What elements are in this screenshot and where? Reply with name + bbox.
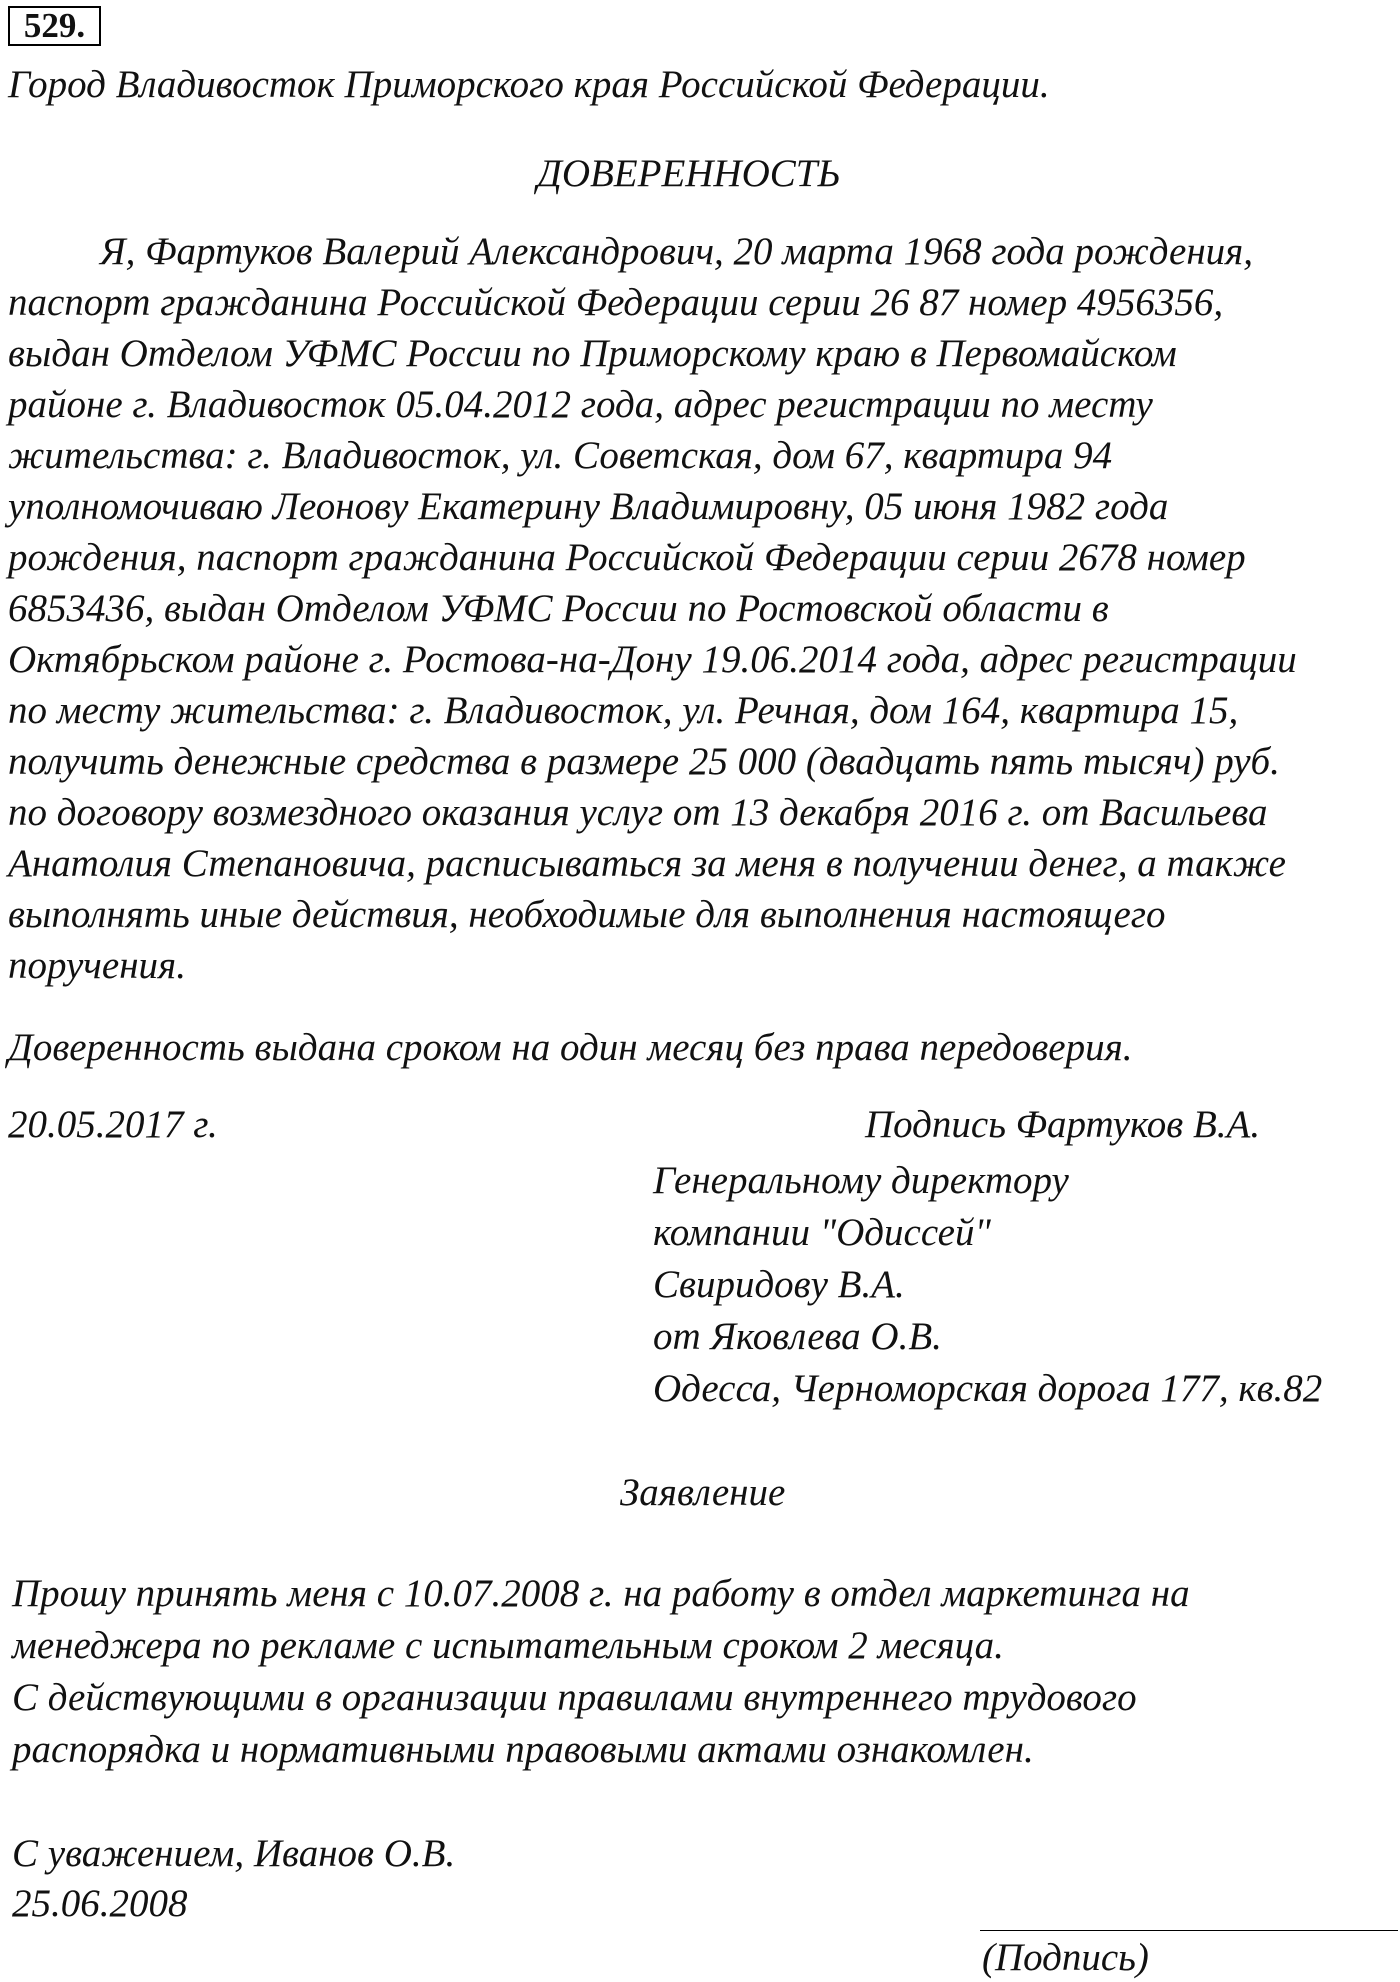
addressee-line: компании "Одиссей" xyxy=(653,1211,991,1254)
poa-body-line: Я, Фартуков Валерий Александрович, 20 марта 1968 года рождения, xyxy=(100,230,1254,273)
application-date: 25.06.2008 xyxy=(12,1882,188,1925)
poa-signature: Подпись Фартуков В.А. xyxy=(865,1103,1261,1146)
poa-body-line: 6853436, выдан Отделом УФМС России по Ростовской области в xyxy=(8,587,1109,630)
poa-body-line: рождения, паспорт гражданина Российской Федерации серии 2678 номер xyxy=(8,536,1246,579)
poa-body-line: выдан Отделом УФМС России по Приморскому краю в Первомайском xyxy=(8,332,1177,375)
task-number: 529. xyxy=(8,6,101,46)
poa-body-line: Октябрьском районе г. Ростова-на-Дону 19.06.2014 года, адрес регистрации xyxy=(8,638,1297,681)
poa-place: Город Владивосток Приморского края Российской Федерации. xyxy=(8,63,1050,106)
poa-body-line: по месту жительства: г. Владивосток, ул. Речная, дом 164, квартира 15, xyxy=(8,689,1239,732)
application-body-line: Прошу принять меня с 10.07.2008 г. на работу в отдел маркетинга на xyxy=(12,1572,1190,1615)
poa-date: 20.05.2017 г. xyxy=(8,1103,218,1146)
application-body-line: менеджера по рекламе с испытательным сроком 2 месяца. xyxy=(12,1624,1004,1667)
poa-body-line: уполномочиваю Леонову Екатерину Владимировну, 05 июня 1982 года xyxy=(8,485,1169,528)
poa-body-line: получить денежные средства в размере 25 000 (двадцать пять тысяч) руб. xyxy=(8,740,1280,783)
application-title: Заявление xyxy=(620,1471,786,1514)
poa-body-line: выполнять иные действия, необходимые для выполнения настоящего xyxy=(8,893,1166,936)
poa-body-line: по договору возмездного оказания услуг от 13 декабря 2016 г. от Васильева xyxy=(8,791,1268,834)
poa-title: ДОВЕРЕННОСТЬ xyxy=(537,152,841,195)
poa-body-line: жительства: г. Владивосток, ул. Советская, дом 67, квартира 94 xyxy=(8,434,1113,477)
application-body-line: С действующими в организации правилами внутреннего трудового xyxy=(12,1676,1137,1719)
poa-body-line: паспорт гражданина Российской Федерации серии 26 87 номер 4956356, xyxy=(8,281,1224,324)
addressee-line: Одесса, Черноморская дорога 177, кв.82 xyxy=(653,1367,1323,1410)
poa-body-line: Анатолия Степановича, расписываться за меня в получении денег, а также xyxy=(8,842,1286,885)
addressee-line: от Яковлева О.В. xyxy=(653,1315,942,1358)
poa-body-line: поручения. xyxy=(8,944,186,987)
poa-term: Доверенность выдана сроком на один месяц без права передоверия. xyxy=(8,1026,1133,1069)
signature-line xyxy=(980,1930,1398,1931)
addressee-line: Генеральному директору xyxy=(653,1159,1069,1202)
application-body-line: распорядка и нормативными правовыми актами ознакомлен. xyxy=(12,1728,1034,1771)
addressee-line: Свиридову В.А. xyxy=(653,1263,905,1306)
poa-body-line: районе г. Владивосток 05.04.2012 года, адрес регистрации по месту xyxy=(8,383,1153,426)
signature-caption: (Подпись) xyxy=(982,1936,1149,1979)
application-closing: С уважением, Иванов О.В. xyxy=(12,1832,456,1875)
